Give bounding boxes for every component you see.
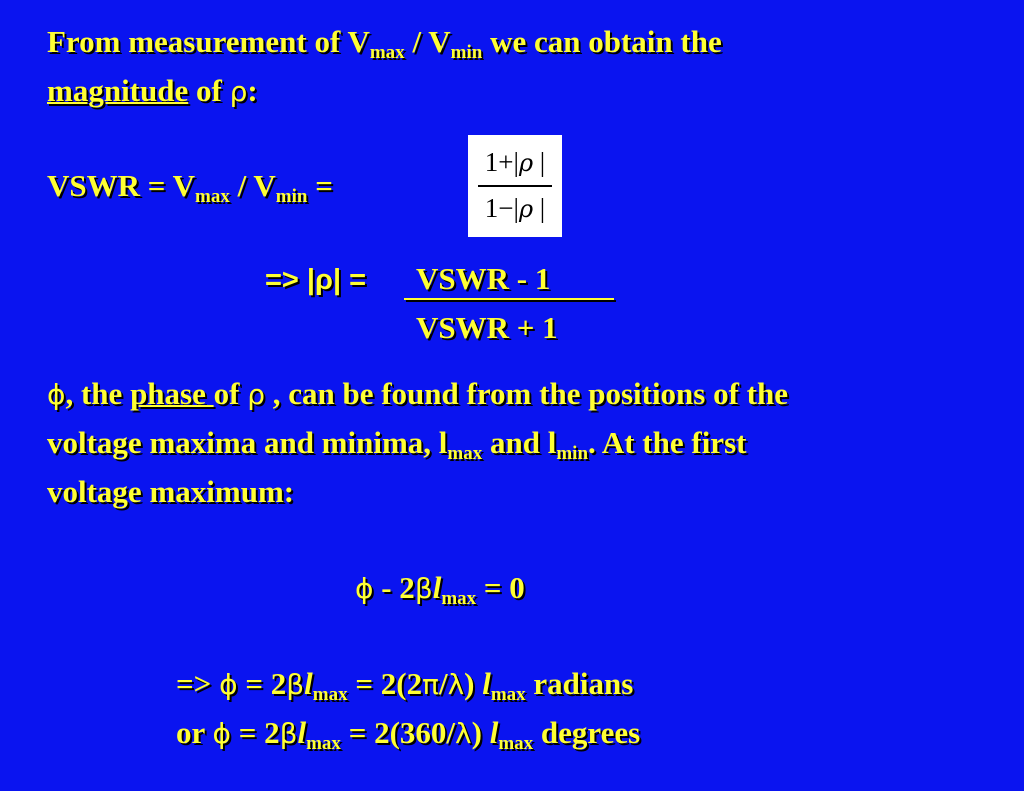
eq3-text-d: ) [471,715,490,750]
phase-text-l2b: and l [482,425,557,460]
l-variable: l [489,715,499,750]
phase-line-2 [47,425,747,464]
eq1-text-b: = 0 [476,570,525,605]
sub-max: max [306,733,341,754]
phase-text-l2a: voltage maxima and minima, l [47,425,448,460]
beta-symbol: β [279,717,298,750]
sub-max: max [441,588,477,609]
phi-symbol: ϕ [355,572,374,605]
rho-equation-fraction-bar [404,298,614,300]
rho-symbol: ρ [518,149,534,177]
rho-symbol: ρ [247,378,265,411]
rho-equation-prefix: => |ρ| = [265,264,367,296]
sub-min: min [450,42,483,63]
phi-symbol: ϕ [219,668,238,701]
sub-max: max [490,684,526,705]
beta-symbol: β [414,572,433,605]
eq3-text-c: = 2(360/ [340,715,456,750]
rho-equation-denominator: VSWR + 1 [416,310,558,345]
eq3-text-a: or [176,715,213,750]
phase-word: phase [130,376,214,411]
sub-max: max [369,42,405,63]
phase-line-1 [47,378,788,409]
eq2-text-f: radians [525,666,634,701]
intro-line-1 [47,24,722,63]
l-variable: l [297,715,307,750]
intro-text-b: / V [404,24,451,59]
den-text-a: 1−| [484,193,519,223]
phase-text-l2c: . At the first [588,425,747,460]
eq2-text-a: => [176,666,220,701]
phase-radians-equation [176,666,634,705]
eq2-text-e: ) [464,666,483,701]
vswr-text-a: VSWR = V [47,168,196,203]
pi-symbol: π [422,668,439,701]
rho-symbol: ρ [518,195,534,223]
rho-symbol: ρ [229,75,248,108]
vswr-definition [47,168,333,207]
phase-condition-equation [355,570,525,609]
fraction-bar [478,185,552,187]
sub-max: max [195,186,230,207]
vswr-text-c: = [307,168,333,203]
eq1-text-a: - 2 [373,570,415,605]
num-text-a: 1+| [484,147,519,177]
phase-text-d: of [213,376,248,411]
intro-text-d: of [188,73,230,108]
fraction-denominator [468,193,562,224]
phase-degrees-equation [176,715,641,754]
fraction-numerator [468,147,562,178]
lambda-symbol: λ [455,717,472,750]
beta-symbol: β [286,668,305,701]
eq3-text-b: = 2 [230,715,280,750]
num-text-b: | [533,147,546,177]
l-variable: l [432,570,442,605]
phase-text-f: , can be found from the positions of the [264,376,789,411]
sub-max: max [498,733,534,754]
phase-text-b: , the [65,376,131,411]
eq3-text-e: degrees [533,715,641,750]
eq2-text-b: = 2 [237,666,287,701]
eq2-text-c: = 2(2 [347,666,423,701]
eq2-text-d: / [438,666,448,701]
sub-max: max [447,443,483,464]
phi-symbol: ϕ [47,378,66,411]
intro-text-c: we can obtain the [482,24,722,59]
l-variable: l [482,666,491,701]
rho-equation-numerator: VSWR - 1 [416,261,551,296]
sub-min: min [556,443,589,464]
intro-colon: : [247,73,258,108]
vswr-text-b: / V [229,168,276,203]
phase-line-3: voltage maximum: [47,474,295,509]
sub-max: max [312,684,348,705]
sub-min: min [275,186,308,207]
lambda-symbol: λ [447,668,465,701]
intro-text-a: From measurement of V [47,24,370,59]
intro-line-2 [47,75,258,106]
l-variable: l [304,666,313,701]
phi-symbol: ϕ [212,717,231,750]
magnitude-word: magnitude [47,73,189,108]
den-text-b: | [533,193,546,223]
vswr-fraction-box [468,135,562,237]
